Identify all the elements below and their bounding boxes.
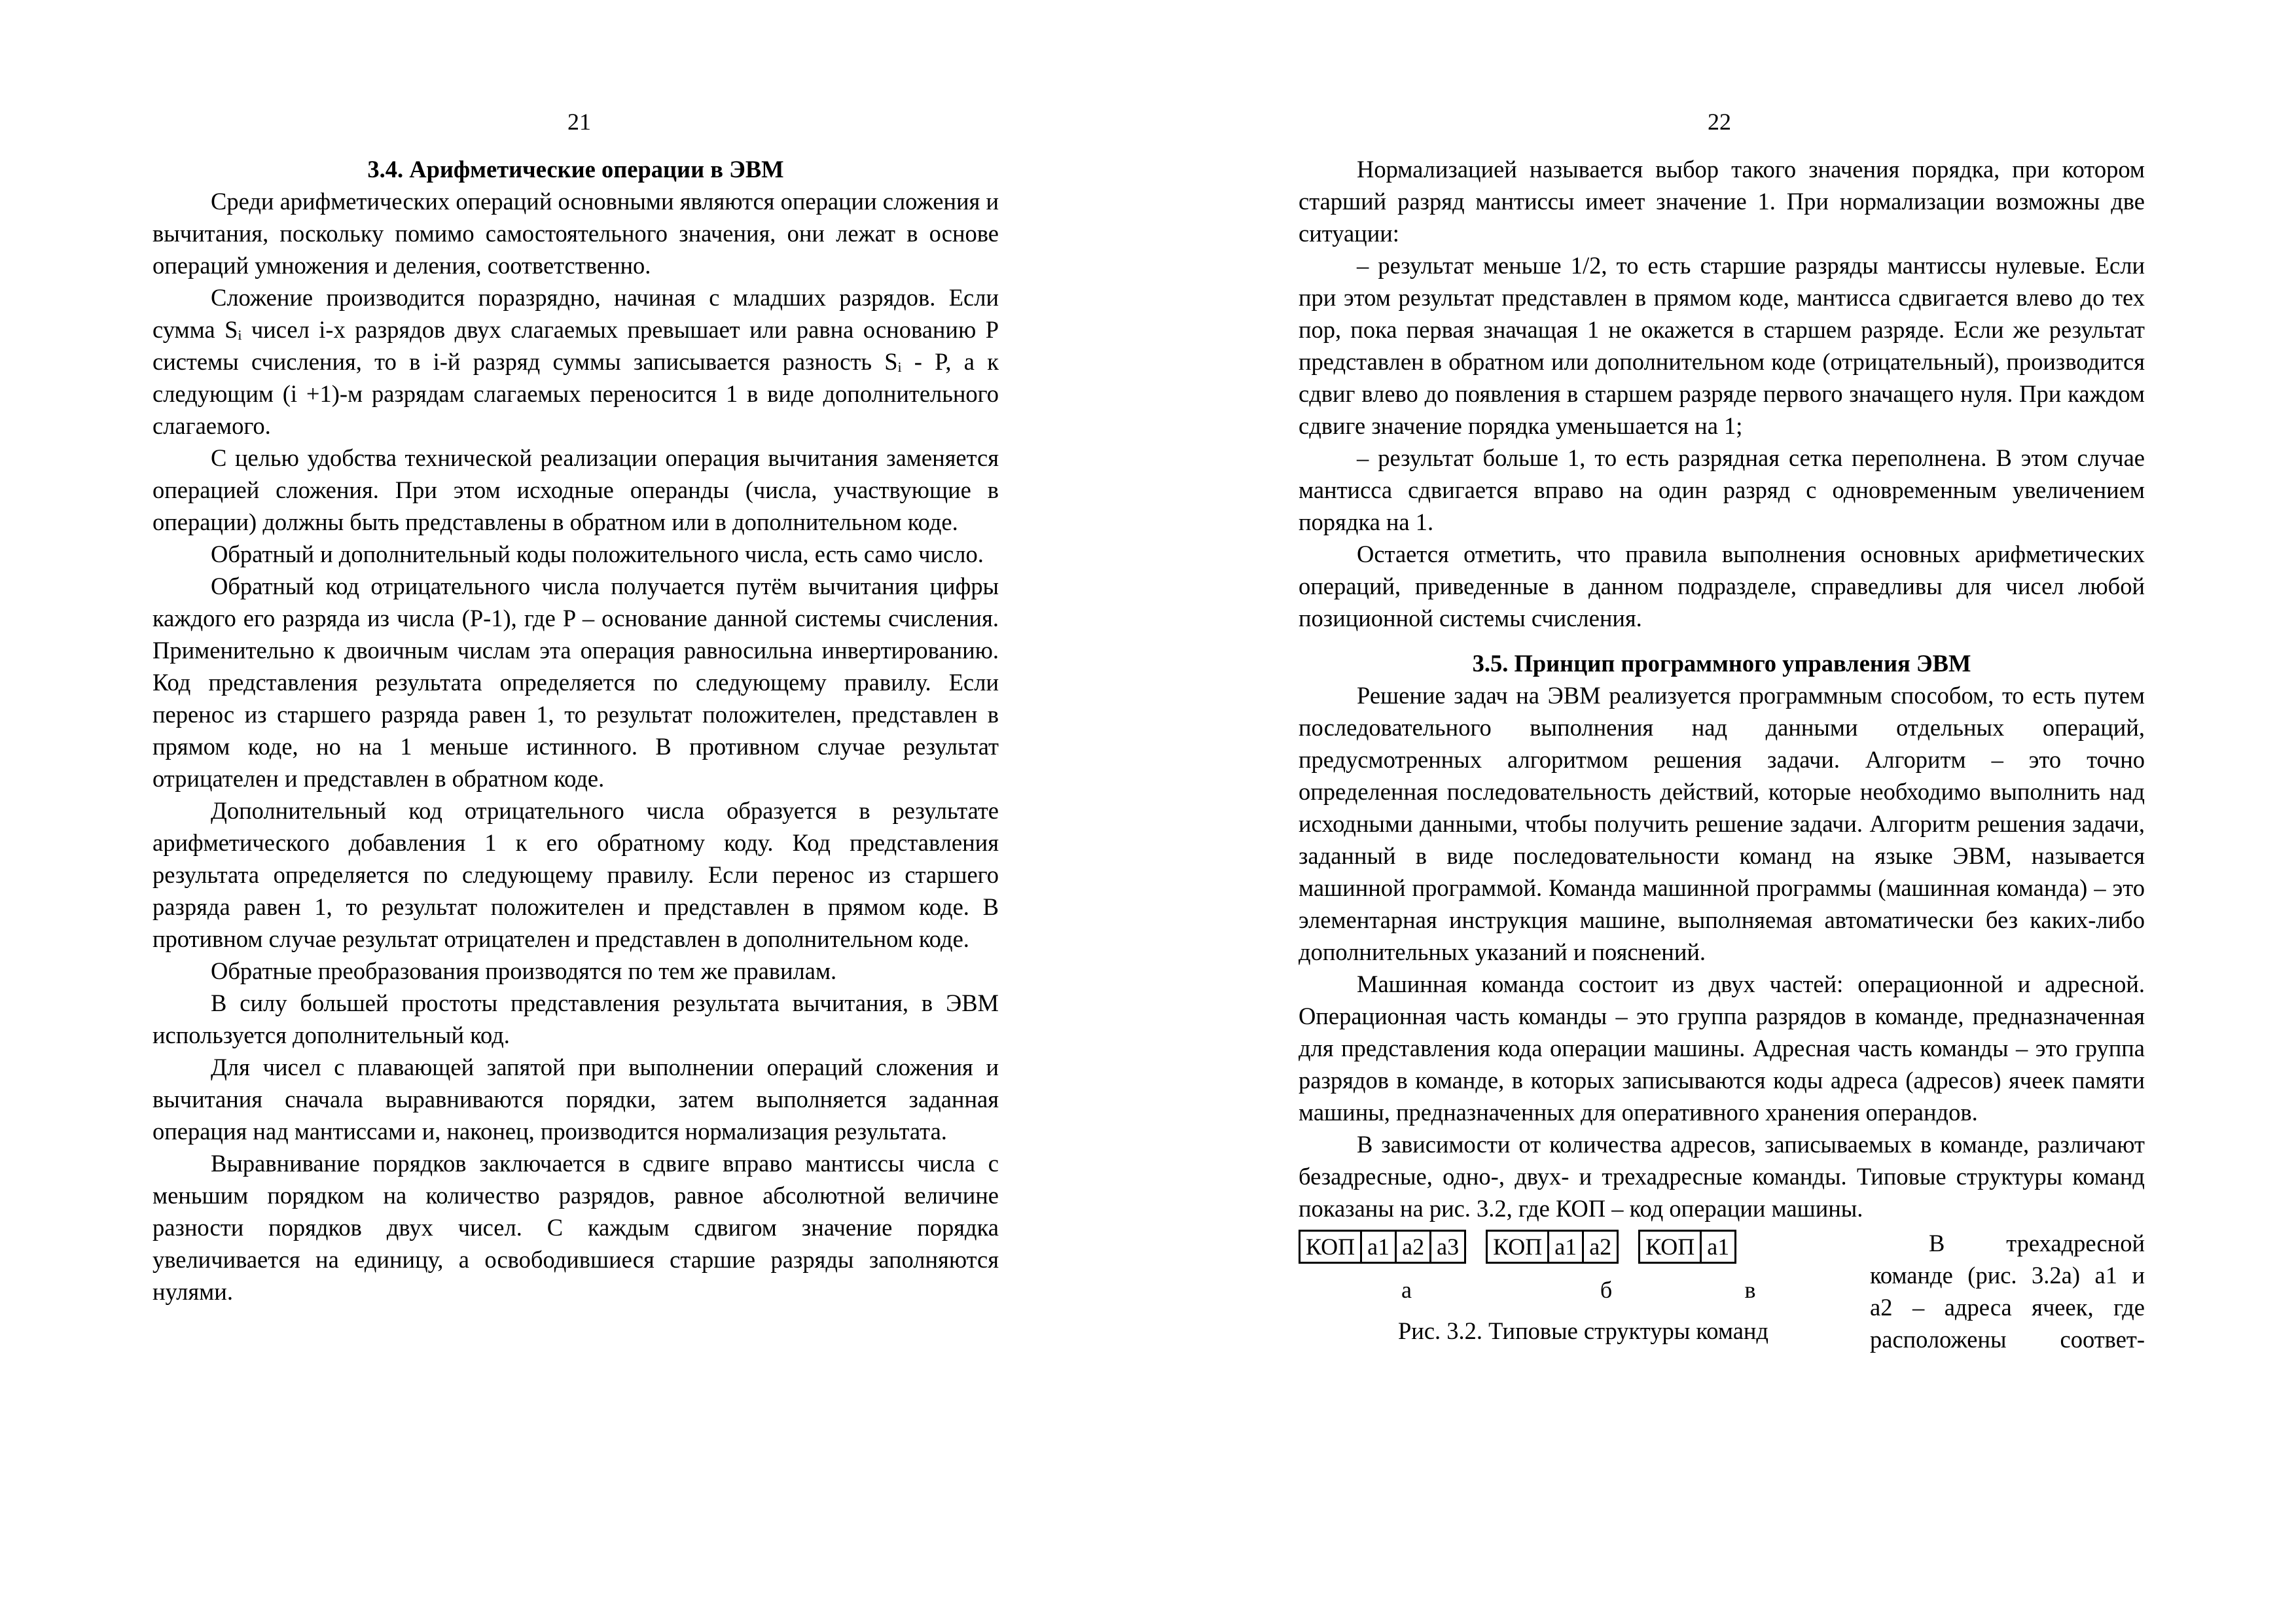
address-field: a2 <box>1395 1232 1429 1262</box>
figure-labels <box>1299 1266 1868 1313</box>
paragraph: Выравнивание порядков заключается в сдвиге вправо мантиссы числа с меньшим порядком на количество разрядов, равное абсолютной величине разности порядков двух чисел. С каждым сдвигом значение порядка увеличивается на единицу, а освободившиеся старшие разряды заполняются нулями. <box>152 1150 999 1305</box>
label-c: в <box>1744 1276 1756 1303</box>
address-field: a1 <box>1360 1232 1395 1262</box>
section-heading: 3.5. Принцип программного управления ЭВМ <box>1472 650 1971 677</box>
list-item: – результат больше 1, то есть разрядная сетка переполнена. В этом случае мантисса сдвигается вправо на один разряд с одновременным увеличением порядка на 1. <box>1299 444 2145 535</box>
paragraph: Обратный и дополнительный коды положительного числа, есть само число. <box>211 541 984 567</box>
figure-caption: Рис. 3.2. Типовые структуры команд <box>1397 1317 1769 1344</box>
paragraph: В зависимости от количества адресов, записываемых в команде, различают безадресные, одно-, двух- и трехадресные команды. Типовые структуры команд показаны на рис. 3.2, где КОП – код операции машины. <box>1299 1131 2145 1222</box>
paragraph: Для чисел с плавающей запятой при выполнении операций сложения и вычитания сначала выравниваются порядки, затем выполняется заданная операция над мантиссами и, наконец, производится нормализация результата. <box>152 1054 999 1145</box>
paragraph: В силу большей простоты представления результата вычитания, в ЭВМ используется дополнительный код. <box>152 990 999 1048</box>
opcode-field: КОП <box>1645 1234 1695 1260</box>
paragraph: Обратный код отрицательного числа получается путём вычитания цифры каждого его разряда из числа (P-1), где P – основание данной системы счисления. Применительно к двоичным числам эта операция равносильна инвертированию. Код представления результата определяется по следующему правилу. Если перенос из старшего разряда равен 1, то результат положителен, представлен в прямом коде, но на 1 меньше истинного. В противном случае результат отрицателен и представлен в обратном коде. <box>152 573 999 792</box>
label-b: б <box>1600 1276 1613 1303</box>
address-field: a1 <box>1547 1232 1582 1262</box>
side-line: В трехадресной <box>1929 1230 2145 1257</box>
three-address-command <box>1299 1230 1466 1264</box>
one-address-command <box>1638 1230 1736 1264</box>
address-field: a3 <box>1429 1232 1464 1262</box>
label-a: а <box>1401 1276 1412 1303</box>
opcode-field: КОП <box>1306 1234 1355 1260</box>
paragraph: Остается отметить, что правила выполнения основных арифметических операций, приведенные в данном подразделе, справедливы для чисел любой позиционной системы счисления. <box>1299 541 2145 632</box>
section-heading: 3.4. Арифметические операции в ЭВМ <box>367 156 784 183</box>
list-item: – результат меньше 1/2, то есть старшие разряды мантиссы нулевые. Если при этом результат представлен в прямом коде, мантисса сдвигается влево до тех пор, пока первая значащая 1 не окажется в старшем разряде. Если же результат представлен в обратном или дополнительном коде (отрицательный), производится сдвиг влево до появления в старшем разряде первого значащего нуля. При каждом сдвиге значение порядка уменьшается на 1; <box>1299 252 2145 439</box>
opcode-field: КОП <box>1493 1234 1543 1260</box>
paragraph: Среди арифметических операций основными являются операции сложения и вычитания, поскольку помимо самостоятельного значения, они лежат в основе операций умножения и деления, соответственно. <box>152 188 999 279</box>
right-page <box>1148 0 2296 1623</box>
address-field: a2 <box>1582 1232 1617 1262</box>
paragraph: Машинная команда состоит из двух частей: операционной и адресной. Операционная часть команды – это группа разрядов в команде, предназначенная для представления кода операции машины. Адресная часть команды – это группа разрядов в команде, в которых записываются коды адреса (адресов) ячеек памяти машины, предназначенных для оперативного хранения операндов. <box>1299 971 2145 1126</box>
figure-block <box>1299 1227 2145 1355</box>
right-text-column <box>1299 153 2145 1355</box>
paragraph: С целью удобства технической реализации операция вычитания заменяется операцией сложения. При этом исходные операнды (числа, участвующие в операции) должны быть представлены в обратном или в дополнительном коде. <box>152 444 999 535</box>
two-address-command <box>1486 1230 1619 1264</box>
paragraph: Дополнительный код отрицательного числа образуется в результате арифметического добавления 1 к его обратному коду. Код представления результата определяется по следующему правилу. Если перенос из старшего разряда равен 1, то результат положителен и представлен в прямом коде. В противном случае результат отрицателен и представлен в дополнительном коде. <box>152 797 999 952</box>
page-number: 21 <box>567 109 591 135</box>
side-line: команде (рис. 3.2а) a1 и <box>1870 1262 2145 1289</box>
side-line: расположены соответ- <box>1870 1326 2145 1353</box>
paragraph: Нормализацией называется выбор такого значения порядка, при котором старший разряд мантиссы имеет значение 1. При нормализации возможны две ситуации: <box>1299 156 2145 247</box>
paragraph: Решение задач на ЭВМ реализуется программным способом, то есть путем последовательного выполнения над данными отдельных операций, предусмотренных алгоритмом решения задачи. Алгоритм – это точно определенная последовательность действий, которые необходимо выполнить над исходными данными, чтобы получить решение задачи. Алгоритм решения задачи, заданный в виде последовательности команд на языке ЭВМ, называется машинной программой. Команда машинной программы (машинная команда) – это элементарная инструкция машине, выполняемая автоматически без каких-либо дополнительных указаний и пояснений. <box>1299 682 2145 965</box>
address-field: a1 <box>1700 1232 1734 1262</box>
paragraph: Сложение производится поразрядно, начиная с младших разрядов. Если сумма Sᵢ чисел i-х разрядов двух слагаемых превышает или равна основанию P системы счисления, то в i-й разряд суммы записывается разность Sᵢ - P, а к следующим (i +1)-м разрядам слагаемых переносится 1 в виде дополнительного слагаемого. <box>152 284 999 439</box>
figure-3-2 <box>1299 1227 1868 1355</box>
left-text-column <box>152 153 999 1308</box>
side-text <box>1870 1227 2145 1355</box>
paragraph: Обратные преобразования производятся по тем же правилам. <box>211 957 837 984</box>
page-number: 22 <box>1708 109 1731 135</box>
side-line: a2 – адреса ячеек, где <box>1870 1294 2145 1321</box>
command-structures <box>1299 1227 1868 1266</box>
